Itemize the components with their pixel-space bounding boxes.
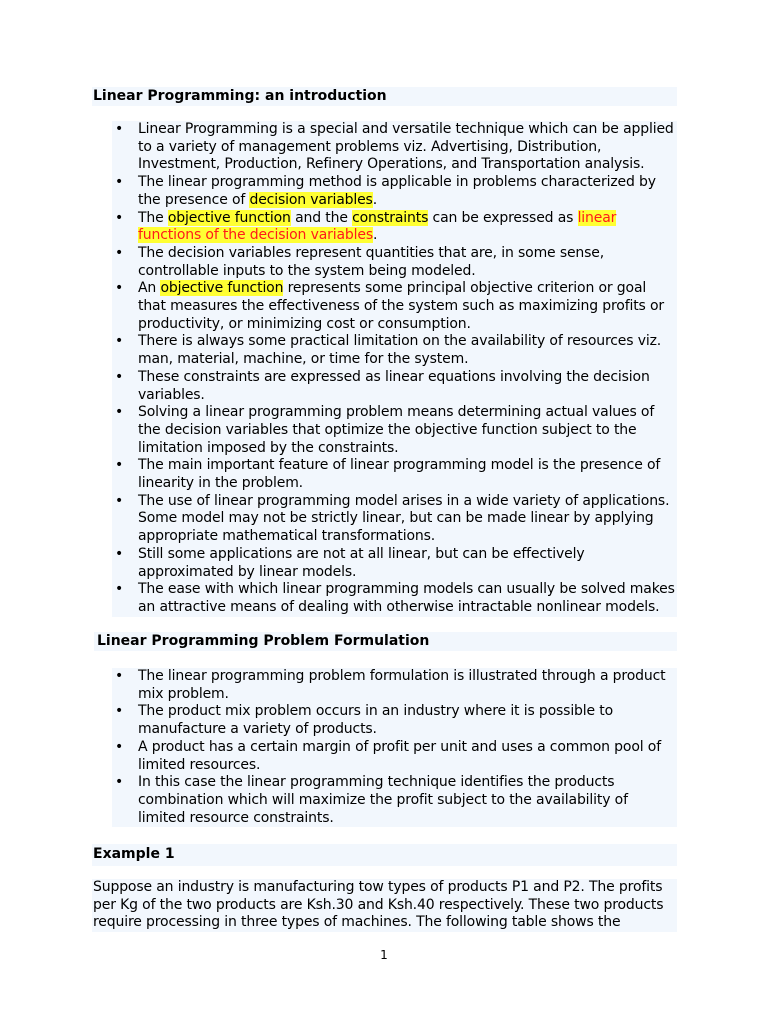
bullet-icon: • [114, 121, 124, 137]
list-item: • Still some applications are not at all linear, but can be effectively approximated by linear models. [114, 545, 585, 580]
list-item: • The decision variables represent quantities that are, in some sense, controllable inputs to the system being modeled. [114, 244, 605, 279]
list-item: • The main important feature of linear programming model is the presence of linearity in the problem. [114, 457, 661, 492]
section-heading-formulation: Linear Programming Problem Formulation [94, 632, 677, 651]
example-paragraph: Suppose an industry is manufacturing tow types of products P1 and P2. The profits per Kg of the two products are Ksh.30 and Ksh.40 respectively. These two products require processing in three types of machines. The following table shows the [92, 879, 677, 932]
list-item: • The objective function and the constraints can be expressed as linear functions of the decision variables. [114, 209, 617, 244]
highlight-objective-function: objective function [160, 280, 284, 297]
highlight-decision-variables: decision variables [249, 191, 373, 208]
list-item: • Solving a linear programming problem means determining actual values of the decision variables that optimize the objective function subject to the limitation imposed by the constraints. [114, 404, 655, 456]
bullet-icon: • [114, 703, 124, 720]
bullet-icon: • [114, 545, 124, 562]
list-item: • The product mix problem occurs in an industry where it is possible to manufacture a variety of products. [114, 703, 614, 738]
page-number: 1 [380, 948, 388, 962]
formulation-bullet-list [112, 668, 677, 827]
list-item: • The linear programming problem formulation is illustrated through a product mix problem. [114, 668, 666, 702]
bullet-icon: • [114, 209, 124, 226]
list-item: • Linear Programming is a special and versatile technique which can be applied to a variety of management problems viz. Advertising, Distribution, Investment, Production, Refinery Operations, and Transportation analysis. [114, 121, 674, 173]
bullet-icon: • [114, 404, 124, 421]
bullet-icon: • [114, 280, 124, 297]
list-item: • These constraints are expressed as linear equations involving the decision variables. [114, 368, 650, 403]
list-item: • An objective function represents some principal objective criterion or goal that measures the effectiveness of the system such as maximizing profits or productivity, or minimizing cost or consumption. [114, 280, 665, 332]
bullet-icon: • [114, 492, 124, 509]
bullet-icon: • [114, 774, 124, 791]
list-item: • In this case the linear programming technique identifies the products combination which will maximize the profit subject to the availability of limited resource constraints. [114, 774, 628, 826]
bullet-icon: • [114, 244, 124, 261]
intro-bullet-list [112, 121, 677, 617]
bullet-icon: • [114, 457, 124, 474]
bullet-icon: • [114, 368, 124, 385]
bullet-icon: • [114, 174, 124, 191]
highlight-objective-function: objective function [167, 209, 291, 226]
list-item: • A product has a certain margin of profit per unit and uses a common pool of limited resources. [114, 738, 661, 773]
bullet-icon: • [114, 333, 124, 350]
list-item: • The use of linear programming model arises in a wide variety of applications. Some model may not be strictly linear, but can be made linear by applying appropriate mathematical transformations. [114, 492, 670, 545]
list-item: • The ease with which linear programming models can usually be solved makes an attractive means of dealing with otherwise intractable nonlinear models. [114, 581, 675, 615]
list-item: • There is always some practical limitation on the availability of resources viz. man, material, machine, or time for the system. [114, 333, 662, 368]
highlight-constraints: constraints [352, 209, 429, 226]
list-item: • The linear programming method is applicable in problems characterized by the presence of decision variables. [114, 174, 656, 208]
section-heading-intro: Linear Programming: an introduction [92, 87, 677, 106]
highlight-linear-functions: linear functions of the decision variables [138, 209, 617, 244]
bullet-icon: • [114, 668, 124, 684]
bullet-icon: • [114, 581, 124, 598]
bullet-icon: • [114, 738, 124, 755]
example-heading: Example 1 [92, 844, 677, 866]
